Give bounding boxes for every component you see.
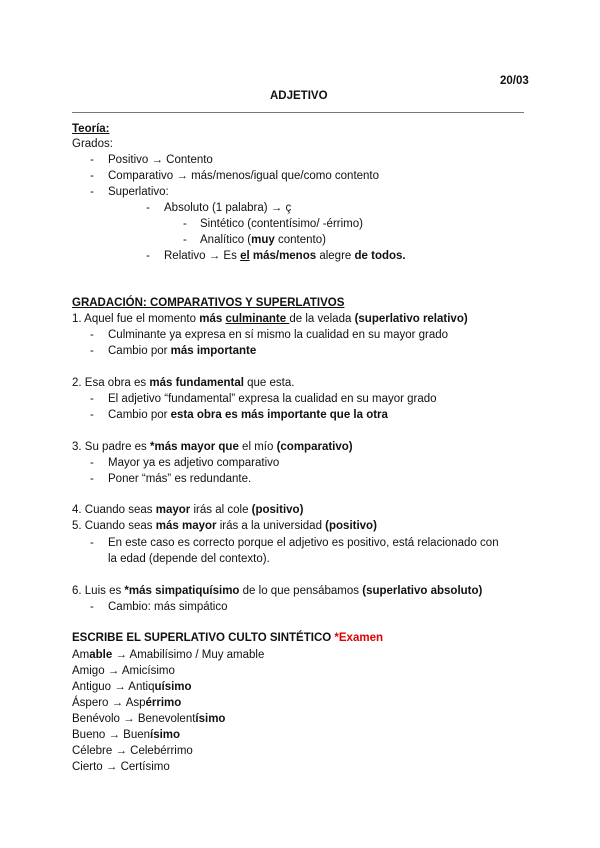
exam-note: *Examen [334, 632, 383, 644]
bullet-dash: - [90, 154, 94, 166]
bullet-dash: - [90, 601, 94, 613]
example-1-note-1: Culminante ya expresa en sí mismo la cualidad en su mayor grado [108, 329, 449, 341]
bullet-dash: - [90, 473, 94, 485]
example-1: 1. Aquel fue el momento más culminante de la velada (superlativo relativo) [72, 313, 468, 325]
bullet-dash: - [90, 345, 94, 357]
grados-label: Grados: [72, 138, 113, 150]
superlativo-row: Amable → Amabilísimo / Muy amable [72, 649, 265, 661]
example-5-note-line-2: la edad (depende del contexto). [108, 553, 270, 565]
teoria-heading: Teoría: [72, 123, 110, 135]
bullet-dash: - [90, 457, 94, 469]
example-5-note-line-1: En este caso es correcto porque el adjetivo es positivo, está relacionado con [108, 537, 499, 549]
superlativo-row: Áspero → Aspérrimo [72, 697, 182, 709]
bullet-dash: - [90, 393, 94, 405]
superlativo-row: Bueno → Buenísimo [72, 729, 181, 741]
example-4: 4. Cuando seas mayor irás al cole (positivo) [72, 504, 304, 516]
gradacion-heading: GRADACIÓN: COMPARATIVOS Y SUPERLATIVOS [72, 297, 345, 309]
example-3-note-2: Poner “más” es redundante. [108, 473, 252, 485]
superlativo-row: Célebre → Celebérrimo [72, 745, 193, 757]
sintetico-item: Sintético (contentísimo/ -érrimo) [200, 218, 363, 230]
superlativo-row: Benévolo → Benevolentísimo [72, 713, 226, 725]
example-2-note-2: Cambio por esta obra es más importante que la otra [108, 409, 388, 421]
superlativo-row: Amigo → Amicísimo [72, 665, 175, 677]
title-divider [72, 112, 524, 113]
comparativo-item: Comparativo → más/menos/igual que/como contento [108, 170, 380, 182]
bullet-dash: - [183, 234, 187, 246]
bullet-dash: - [146, 202, 150, 214]
example-2-note-1: El adjetivo “fundamental” expresa la cualidad en su mayor grado [108, 393, 437, 405]
bullet-dash: - [90, 329, 94, 341]
example-2: 2. Esa obra es más fundamental que esta. [72, 377, 295, 389]
analitico-item: Analítico (muy contento) [200, 234, 326, 246]
page-title: ADJETIVO [270, 90, 328, 102]
example-3-note-1: Mayor ya es adjetivo comparativo [108, 457, 280, 469]
bullet-dash: - [183, 218, 187, 230]
absoluto-item: Absoluto (1 palabra) → ç [164, 202, 292, 214]
bullet-dash: - [90, 537, 94, 549]
relativo-item: Relativo → Es el más/menos alegre de todos. [164, 250, 406, 262]
example-1-note-2: Cambio por más importante [108, 345, 257, 357]
superlativo-item: Superlativo: [108, 186, 169, 198]
positivo-item: Positivo → Contento [108, 154, 213, 166]
superlativo-row: Antiguo → Antiquísimo [72, 681, 192, 693]
bullet-dash: - [90, 170, 94, 182]
example-5: 5. Cuando seas más mayor irás a la universidad (positivo) [72, 520, 377, 532]
example-6: 6. Luis es *más simpatiquísimo de lo que pensábamos (superlativo absoluto) [72, 585, 483, 597]
example-3: 3. Su padre es *más mayor que el mío (comparativo) [72, 441, 353, 453]
example-6-note-1: Cambio: más simpático [108, 601, 228, 613]
bullet-dash: - [90, 409, 94, 421]
bullet-dash: - [146, 250, 150, 262]
superlativo-row: Cierto → Certísimo [72, 761, 170, 773]
date: 20/03 [500, 75, 529, 87]
bullet-dash: - [90, 186, 94, 198]
superlativo-heading: ESCRIBE EL SUPERLATIVO CULTO SINTÉTICO *Examen [72, 632, 383, 644]
